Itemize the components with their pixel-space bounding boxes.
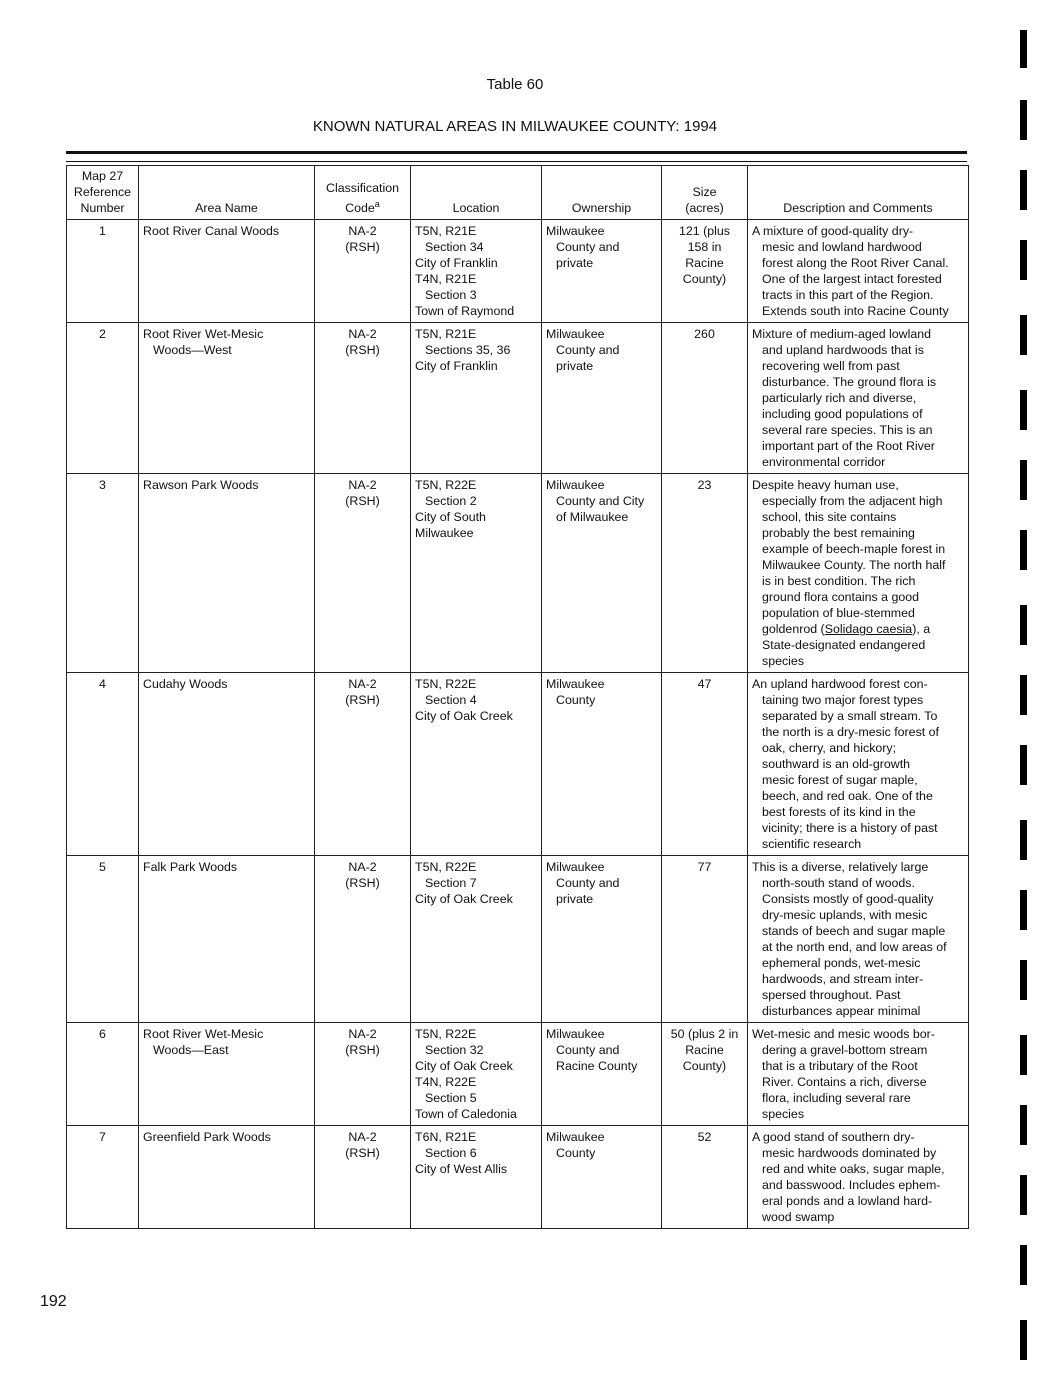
col-description-header: Description and Comments — [748, 166, 969, 220]
area-name: Root River Canal Woods — [139, 220, 315, 323]
description: A mixture of good-quality dry- mesic and lowland hardwood forest along the Root River Canal. One of the largest intact forested tracts in this part of the Region. Extends south into Racine County — [748, 220, 969, 323]
col-ownership-header: Ownership — [542, 166, 662, 220]
scan-edge-mark — [1020, 460, 1027, 500]
col-location-header: Location — [411, 166, 542, 220]
area-name: Rawson Park Woods — [139, 474, 315, 673]
ownership: Milwaukee County and private — [542, 220, 662, 323]
scan-edge-mark — [1020, 30, 1027, 68]
location: T6N, R21E Section 6 City of West Allis — [411, 1126, 542, 1229]
ownership: Milwaukee County and private — [542, 323, 662, 474]
scan-edge-mark — [1020, 745, 1027, 785]
col-area-header: Area Name — [139, 166, 315, 220]
location: T5N, R22E Section 4 City of Oak Creek — [411, 673, 542, 856]
size-acres: 77 — [662, 856, 748, 1023]
description: A good stand of southern dry- mesic hardwoods dominated by red and white oaks, sugar maple, and basswood. Includes ephem- eral ponds and a lowland hard- wood swamp — [748, 1126, 969, 1229]
natural-areas-table — [66, 165, 969, 1229]
table-row — [67, 220, 969, 323]
area-name: Root River Wet-Mesic Woods—East — [139, 1023, 315, 1126]
location: T5N, R21E Section 34 City of Franklin T4N, R21E Section 3 Town of Raymond — [411, 220, 542, 323]
scan-edge-mark — [1020, 240, 1027, 280]
table-label: Table 60 — [486, 76, 544, 93]
row-number: 5 — [67, 856, 139, 1023]
area-name: Root River Wet-Mesic Woods—West — [139, 323, 315, 474]
row-number: 3 — [67, 474, 139, 673]
table-row — [67, 1023, 969, 1126]
header-row — [67, 166, 969, 220]
page-number: 192 — [40, 1293, 67, 1310]
footnote-marker: a — [374, 198, 380, 209]
table-title: KNOWN NATURAL AREAS IN MILWAUKEE COUNTY: 1994 — [312, 118, 718, 135]
col-size-header: Size (acres) — [662, 166, 748, 220]
location: T5N, R21E Sections 35, 36 City of Franklin — [411, 323, 542, 474]
header-rule-thick — [66, 151, 967, 154]
description: Mixture of medium-aged lowland and upland hardwoods that is recovering well from past disturbance. The ground flora is particularly rich and diverse, including good populations of several rare species. This is an important part of the Root River environmental corridor — [748, 323, 969, 474]
scan-edge-mark — [1020, 315, 1027, 355]
area-name: Cudahy Woods — [139, 673, 315, 856]
scan-edge-mark — [1020, 960, 1027, 1000]
classification-code: NA-2 (RSH) — [315, 220, 411, 323]
col-ref-header: Map 27 Reference Number — [67, 166, 139, 220]
location: T5N, R22E Section 7 City of Oak Creek — [411, 856, 542, 1023]
classification-code: NA-2 (RSH) — [315, 323, 411, 474]
row-number: 1 — [67, 220, 139, 323]
description: Despite heavy human use, especially from the adjacent high school, this site contains probably the best remaining example of beech-maple forest in Milwaukee County. The north half is in best condition. The rich ground flora contains a good population of blue-stemmed goldenrod (Solidago caesia), a State-designated endangered species — [748, 474, 969, 673]
col-classification-header: Classification Code$^a$ — [315, 166, 411, 220]
table-row — [67, 323, 969, 474]
description: Wet-mesic and mesic woods bor- dering a gravel-bottom stream that is a tributary of the Root River. Contains a rich, diverse flora, including several rare species — [748, 1023, 969, 1126]
size-acres: 50 (plus 2 in Racine County) — [662, 1023, 748, 1126]
row-number: 4 — [67, 673, 139, 856]
table-row — [67, 474, 969, 673]
size-acres: 23 — [662, 474, 748, 673]
scan-edge-mark — [1020, 530, 1027, 570]
scan-edge-mark — [1020, 605, 1027, 645]
scan-edge-mark — [1020, 1105, 1027, 1145]
header-rule-thin — [66, 161, 967, 162]
classification-code: NA-2 (RSH) — [315, 1126, 411, 1229]
scan-edge-mark — [1020, 1245, 1027, 1285]
size-acres: 260 — [662, 323, 748, 474]
area-name: Greenfield Park Woods — [139, 1126, 315, 1229]
row-number: 2 — [67, 323, 139, 474]
ownership: Milwaukee County and City of Milwaukee — [542, 474, 662, 673]
table-row — [67, 673, 969, 856]
location: T5N, R22E Section 32 City of Oak Creek T4N, R22E Section 5 Town of Caledonia — [411, 1023, 542, 1126]
ownership: Milwaukee County and Racine County — [542, 1023, 662, 1126]
scan-edge-mark — [1020, 1035, 1027, 1075]
scan-edge-mark — [1020, 820, 1027, 860]
description: An upland hardwood forest con- taining two major forest types separated by a small stream. To the north is a dry-mesic forest of oak, cherry, and hickory; southward is an old-growth mesic forest of sugar maple, beech, and red oak. One of the best forests of its kind in the vicinity; there is a history of past scientific research — [748, 673, 969, 856]
classification-code: NA-2 (RSH) — [315, 474, 411, 673]
scan-edge-mark — [1020, 390, 1027, 430]
size-acres: 52 — [662, 1126, 748, 1229]
scan-edge-mark — [1020, 890, 1027, 930]
table-row — [67, 856, 969, 1023]
size-acres: 47 — [662, 673, 748, 856]
scan-edge-mark — [1020, 100, 1027, 140]
ownership: Milwaukee County — [542, 673, 662, 856]
ownership: Milwaukee County — [542, 1126, 662, 1229]
size-acres: 121 (plus 158 in Racine County) — [662, 220, 748, 323]
classification-code: NA-2 (RSH) — [315, 673, 411, 856]
row-number: 6 — [67, 1023, 139, 1126]
description: This is a diverse, relatively large north-south stand of woods. Consists mostly of good-quality dry-mesic uplands, with mesic stands of beech and sugar maple at the north end, and low areas of ephemeral ponds, wet-mesic hardwoods, and stream inter- spersed throughout. Past disturbances appear minimal — [748, 856, 969, 1023]
classification-code: NA-2 (RSH) — [315, 1023, 411, 1126]
location: T5N, R22E Section 2 City of South Milwaukee — [411, 474, 542, 673]
scan-edge-mark — [1020, 675, 1027, 715]
area-name: Falk Park Woods — [139, 856, 315, 1023]
scan-edge-mark — [1020, 1320, 1027, 1360]
scan-edge-mark — [1020, 1175, 1027, 1215]
ownership: Milwaukee County and private — [542, 856, 662, 1023]
row-number: 7 — [67, 1126, 139, 1229]
scan-edge-mark — [1020, 170, 1027, 210]
table-row — [67, 1126, 969, 1229]
classification-code: NA-2 (RSH) — [315, 856, 411, 1023]
